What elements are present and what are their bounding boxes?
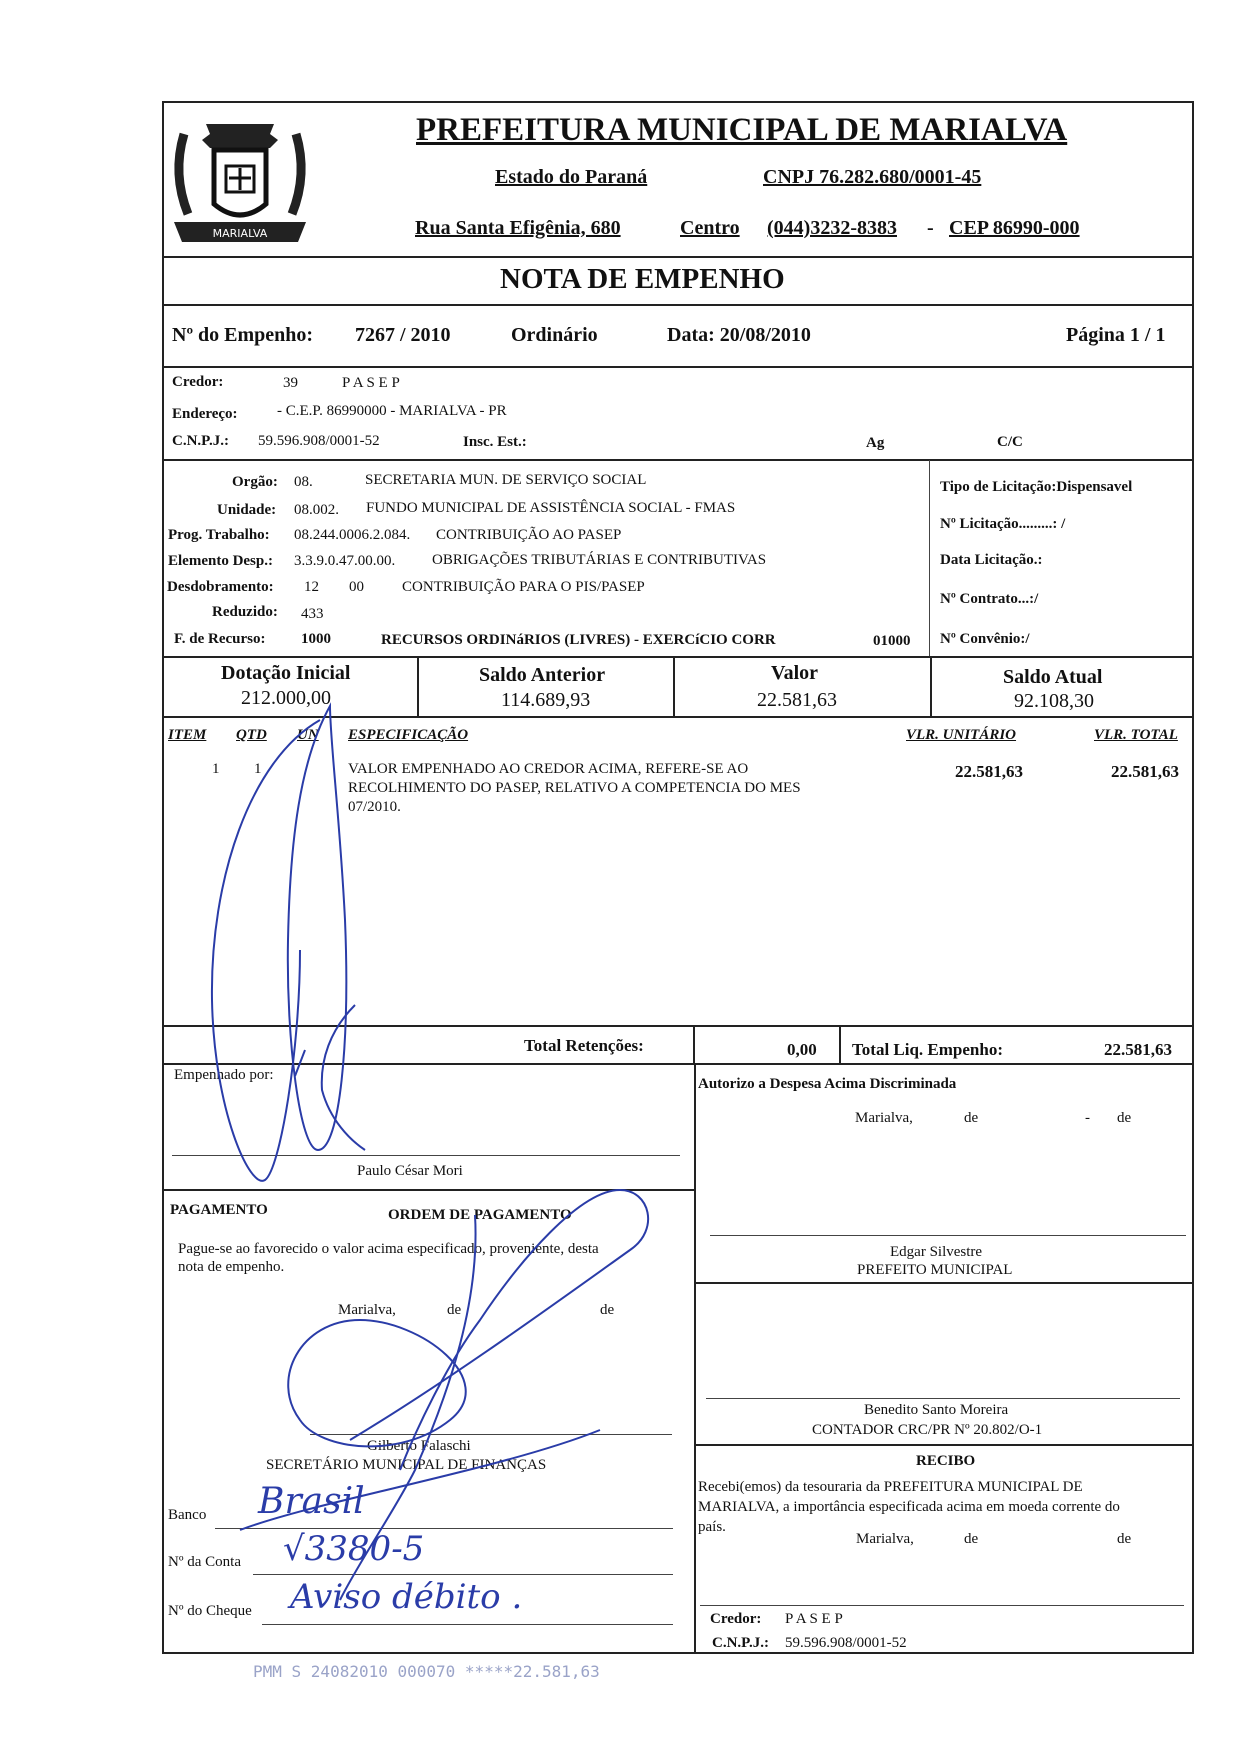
cheque-handwritten: Aviso débito . — [290, 1577, 523, 1617]
col-header-vlr-total: VLR. TOTAL — [1094, 727, 1178, 743]
header-district: Centro — [680, 217, 740, 239]
recibo-cnpj-value: 59.596.908/0001-52 — [785, 1635, 907, 1651]
prog-label: Prog. Trabalho: — [168, 527, 270, 543]
empenho-label: Nº do Empenho: — [172, 324, 314, 346]
item-number: 1 — [212, 761, 220, 777]
empenhado-name: Paulo César Mori — [357, 1163, 463, 1179]
orgao-name: SECRETARIA MUN. DE SERVIÇO SOCIAL — [365, 472, 647, 488]
pagamento-label: PAGAMENTO — [170, 1202, 268, 1218]
prog-name: CONTRIBUIÇÃO AO PASEP — [436, 527, 622, 543]
credor-label: Credor: — [172, 374, 224, 390]
valor-label: Valor — [771, 662, 819, 684]
pagamento-de: de — [447, 1302, 462, 1318]
retencoes-label: Total Retenções: — [524, 1036, 644, 1055]
fonte-code: 1000 — [301, 631, 331, 647]
orgao-label: Orgão: — [232, 474, 278, 490]
header-separator: - — [927, 217, 934, 239]
contador-name: Benedito Santo Moreira — [864, 1402, 1009, 1418]
unidade-code: 08.002. — [294, 502, 339, 518]
col-header-item: ITEM — [168, 727, 207, 743]
orgao-code: 08. — [294, 474, 313, 490]
empenho-type: Ordinário — [511, 324, 598, 346]
contrato-number: Nº Contrato...:/ — [940, 591, 1039, 607]
recibo-text: país. — [698, 1519, 726, 1535]
authentication-stamp: PMM S 24082010 000070 *****22.581,63 — [253, 1662, 600, 1681]
credor-name: P A S E P — [342, 375, 400, 391]
header-address: Rua Santa Efigênia, 680 — [415, 217, 621, 239]
unidade-name: FUNDO MUNICIPAL DE ASSISTÊNCIA SOCIAL - FMAS — [366, 500, 736, 516]
empenhado-label: Empenhado por: — [174, 1067, 274, 1083]
liq-empenho-value: 22.581,63 — [1104, 1040, 1172, 1059]
item-vlr-total: 22.581,63 — [1111, 762, 1179, 781]
saldo-atual-label: Saldo Atual — [1003, 666, 1103, 688]
recibo-credor-label: Credor: — [710, 1611, 762, 1627]
recibo-cnpj-label: C.N.P.J.: — [712, 1635, 769, 1651]
desdobramento-b: 00 — [349, 579, 364, 595]
header-cep: CEP 86990-000 — [949, 217, 1080, 239]
banco-handwritten: Brasil — [258, 1481, 365, 1522]
empenho-number: 7267 / 2010 — [355, 324, 451, 346]
ordem-pagamento-title: ORDEM DE PAGAMENTO — [388, 1207, 572, 1223]
recibo-credor-value: P A S E P — [785, 1611, 843, 1627]
desdobramento-label: Desdobramento: — [167, 579, 274, 595]
col-header-vlr-unit: VLR. UNITÁRIO — [906, 727, 1017, 743]
licitacao-tipo: Tipo de Licitação:Dispensavel — [940, 479, 1133, 495]
elemento-code: 3.3.9.0.47.00.00. — [294, 553, 396, 569]
cnpj-label: C.N.P.J.: — [172, 433, 229, 449]
reduzido-value: 433 — [301, 606, 324, 622]
secretario-title: SECRETÁRIO MUNICIPAL DE FINANÇAS — [266, 1457, 547, 1473]
credor-cnpj: 59.596.908/0001-52 — [258, 433, 380, 449]
col-header-un: UN — [297, 727, 319, 743]
fonte-name: RECURSOS ORDINáRIOS (LIVRES) - EXERCíCIO CORR — [381, 632, 776, 648]
recibo-de: de — [1117, 1531, 1132, 1547]
recibo-title: RECIBO — [916, 1453, 976, 1469]
desdobramento-a: 12 — [304, 579, 319, 595]
item-description-line: 07/2010. — [348, 799, 401, 815]
fonte-label: F. de Recurso: — [174, 631, 266, 647]
conta-label: Nº da Conta — [168, 1554, 241, 1570]
licitacao-data: Data Licitação.: — [940, 552, 1043, 568]
item-description-line: RECOLHIMENTO DO PASEP, RELATIVO A COMPETENCIA DO MES — [348, 780, 801, 796]
saldo-anterior-value: 114.689,93 — [501, 689, 591, 711]
retencoes-value: 0,00 — [787, 1040, 817, 1059]
prog-code: 08.244.0006.2.084. — [294, 527, 411, 543]
elemento-label: Elemento Desp.: — [168, 553, 273, 569]
licitacao-numero: Nº Licitação.........: / — [940, 516, 1066, 532]
page-number: Página 1 / 1 — [1066, 324, 1166, 346]
ag-label: Ag — [866, 435, 885, 451]
pagamento-text: nota de empenho. — [178, 1259, 285, 1275]
autorizo-dash: - — [1085, 1110, 1090, 1126]
col-header-espec: ESPECIFICAÇÃO — [348, 727, 469, 743]
item-qtd: 1 — [254, 761, 262, 777]
secretario-name: Gilberto Falaschi — [367, 1438, 471, 1454]
cheque-label: Nº do Cheque — [168, 1603, 252, 1619]
autorizo-de: de — [964, 1110, 979, 1126]
col-header-qtd: QTD — [236, 727, 267, 743]
prefeito-name: Edgar Silvestre — [890, 1244, 983, 1260]
dotacao-label: Dotação Inicial — [221, 662, 351, 684]
contador-title: CONTADOR CRC/PR Nº 20.802/O-1 — [812, 1422, 1043, 1438]
svg-text:MARIALVA: MARIALVA — [212, 227, 268, 240]
credor-address: - C.E.P. 86990000 - MARIALVA - PR — [277, 403, 507, 419]
elemento-name: OBRIGAÇÕES TRIBUTÁRIAS E CONTRIBUTIVAS — [432, 552, 767, 568]
insc-label: Insc. Est.: — [463, 434, 527, 450]
desdobramento-name: CONTRIBUIÇÃO PARA O PIS/PASEP — [402, 579, 645, 595]
header-state: Estado do Paraná — [495, 166, 648, 188]
prefeito-title: PREFEITO MUNICIPAL — [857, 1262, 1013, 1278]
saldo-anterior-label: Saldo Anterior — [479, 664, 606, 686]
pagamento-text: Pague-se ao favorecido o valor acima especificado, proveniente, desta — [178, 1241, 599, 1257]
unidade-label: Unidade: — [217, 502, 277, 518]
header-title: PREFEITURA MUNICIPAL DE MARIALVA — [416, 112, 1068, 148]
header-phone: (044)3232-8383 — [767, 217, 897, 239]
recibo-text: MARIALVA, a importância especificada acima em moeda corrente do — [698, 1499, 1120, 1515]
autorizo-de: de — [1117, 1110, 1132, 1126]
pagamento-city: Marialva, — [338, 1302, 396, 1318]
dotacao-value: 212.000,00 — [241, 687, 331, 709]
address-label: Endereço: — [172, 406, 238, 422]
cc-label: C/C — [997, 434, 1023, 450]
convenio-number: Nº Convênio:/ — [940, 631, 1030, 647]
saldo-atual-value: 92.108,30 — [1014, 690, 1094, 712]
doc-title: NOTA DE EMPENHO — [500, 263, 785, 295]
item-vlr-unit: 22.581,63 — [955, 762, 1023, 781]
reduzido-label: Reduzido: — [212, 604, 278, 620]
credor-code: 39 — [283, 375, 298, 391]
header-cnpj: CNPJ 76.282.680/0001-45 — [763, 166, 982, 188]
empenho-date: Data: 20/08/2010 — [667, 324, 811, 346]
recibo-city: Marialva, — [856, 1531, 914, 1547]
valor-value: 22.581,63 — [757, 689, 837, 711]
conta-handwritten: √3380-5 — [283, 1529, 425, 1569]
autorizo-title: Autorizo a Despesa Acima Discriminada — [698, 1076, 957, 1092]
recibo-text: Recebi(emos) da tesouraria da PREFEITURA MUNICIPAL DE — [698, 1479, 1083, 1495]
banco-label: Banco — [168, 1507, 207, 1523]
fonte-ref: 01000 — [873, 633, 911, 649]
liq-empenho-label: Total Liq. Empenho: — [852, 1040, 1003, 1059]
pagamento-de: de — [600, 1302, 615, 1318]
item-description-line: VALOR EMPENHADO AO CREDOR ACIMA, REFERE-SE AO — [348, 761, 749, 777]
recibo-de: de — [964, 1531, 979, 1547]
autorizo-city: Marialva, — [855, 1110, 913, 1126]
